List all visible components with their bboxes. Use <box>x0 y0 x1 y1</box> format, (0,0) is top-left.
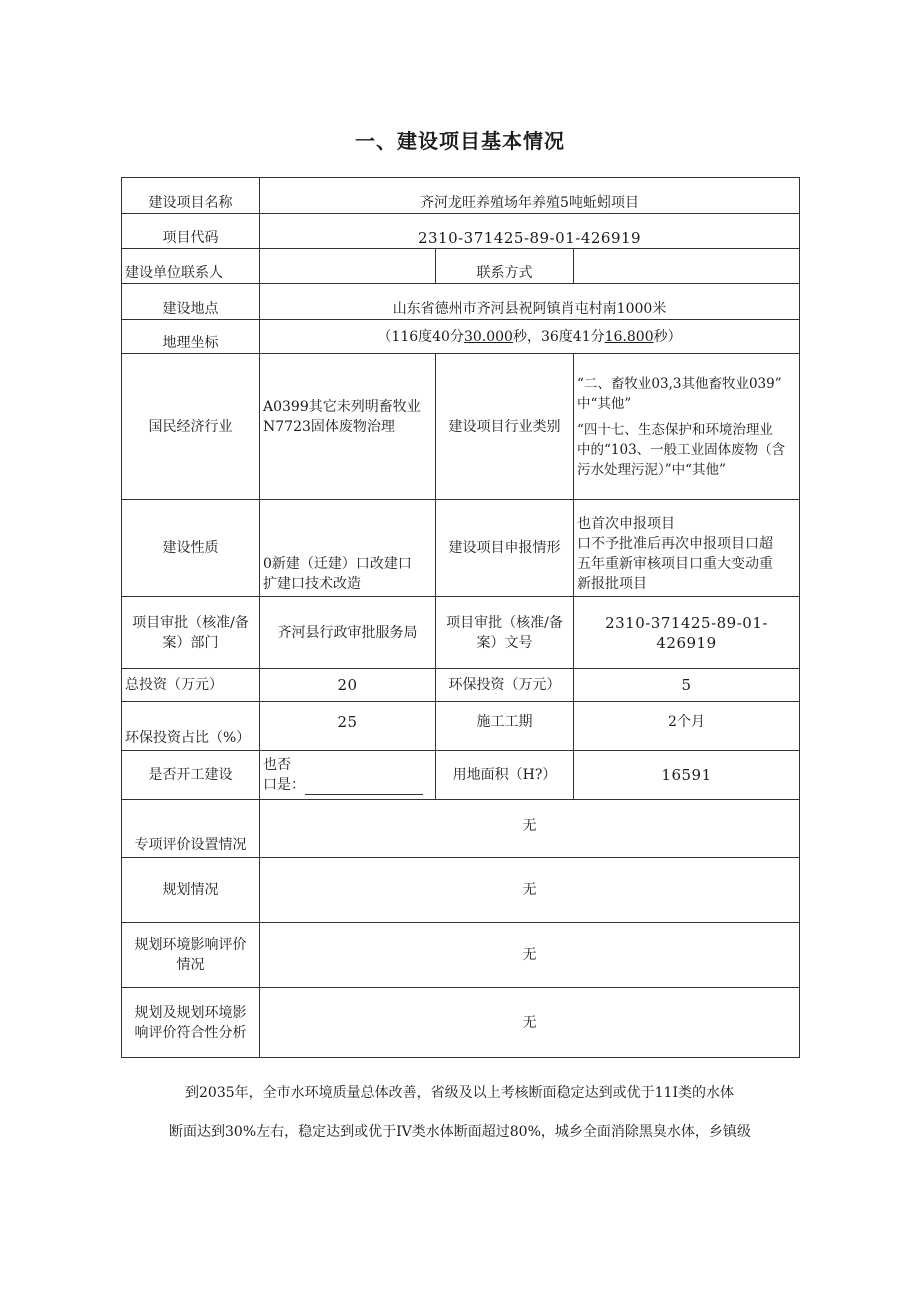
dept-value: 齐河县行政审批服务局 <box>260 597 436 669</box>
nature-value <box>260 500 436 597</box>
ratio-label: 环保投资占比（%） <box>122 702 260 751</box>
apply-value-1: 也首次申报项目 <box>577 516 675 532</box>
site-label: 建设地点 <box>122 284 260 320</box>
row-investment <box>122 669 800 702</box>
started-date-blank <box>305 780 423 795</box>
dept-label <box>122 597 260 669</box>
plan-env-label-1: 规划环境影响评价 <box>134 937 247 953</box>
plan-env-label-2: 情况 <box>176 957 205 973</box>
row-geo <box>122 320 800 354</box>
row-industry <box>122 354 800 500</box>
site-value: 山东省德州市齐河县祝阿镇肖屯村南1000米 <box>260 284 800 320</box>
plan-conf-label-1: 规划及规划环境影 <box>134 1004 247 1021</box>
plan-value: 无 <box>260 858 800 923</box>
row-nature <box>122 500 800 597</box>
industry-label: 国民经济行业 <box>122 354 260 500</box>
period-value: 2个月 <box>574 702 800 751</box>
geo-sec2: 16.800 <box>604 328 654 345</box>
row-approval <box>122 597 800 669</box>
contact-way-value <box>574 249 800 284</box>
category-value-3: “四十七、生态保护和环境治理业 <box>577 421 773 438</box>
env-invest-label: 环保投资（万元） <box>436 669 574 702</box>
docno-label-1: 项目审批（核准/备 <box>446 614 563 631</box>
category-value-1: “二、畜牧业03,3其他畜牧业039” <box>577 375 782 392</box>
row-project-code <box>122 214 800 249</box>
dept-label-1: 项目审批（核准/备 <box>132 614 249 631</box>
apply-value-4: 新报批项目 <box>577 576 647 592</box>
row-ratio <box>122 702 800 751</box>
plan-conf-value: 无 <box>260 988 800 1058</box>
project-name-value: 齐河龙旺养殖场年养殖5吨蚯蚓项目 <box>260 178 800 214</box>
row-contact <box>122 249 800 284</box>
paragraph-line-1: 到2035年，全市水环境质量总体改善，省级及以上考核断面稳定达到或优于11I类的水体 <box>185 1085 734 1101</box>
page-title: 一、建设项目基本情况 <box>355 129 565 153</box>
plan-env-label <box>122 923 260 988</box>
apply-value-2: 口不予批准后再次申报项目口超 <box>577 536 773 552</box>
started-value-1: 也否 <box>263 757 291 773</box>
env-invest-value: 5 <box>574 669 800 702</box>
docno-label-2: 案）文号 <box>476 634 533 651</box>
row-special <box>122 800 800 858</box>
geo-suffix: 秒） <box>653 328 682 345</box>
apply-value <box>574 500 800 597</box>
period-label: 施工工期 <box>436 702 574 751</box>
started-label: 是否开工建设 <box>122 751 260 800</box>
contact-way-label: 联系方式 <box>436 249 574 284</box>
dept-label-2: 案）部门 <box>162 634 219 651</box>
project-code-label: 项目代码 <box>122 214 260 249</box>
invest-value: 20 <box>260 669 436 702</box>
contact-person-value <box>260 249 436 284</box>
ratio-value: 25 <box>260 702 436 751</box>
row-plan-env <box>122 923 800 988</box>
special-label: 专项评价设置情况 <box>122 800 260 858</box>
row-started <box>122 751 800 800</box>
started-value <box>260 751 436 800</box>
area-value: 16591 <box>574 751 800 800</box>
invest-label: 总投资（万元） <box>122 669 260 702</box>
geo-label: 地理坐标 <box>122 320 260 354</box>
nature-label: 建设性质 <box>122 500 260 597</box>
geo-prefix: （116度40分 <box>377 328 464 345</box>
contact-person-label: 建设单位联系人 <box>122 249 260 284</box>
category-value <box>574 354 800 500</box>
started-value-2: 口是： <box>263 777 305 793</box>
nature-value-1: 0新建（迁建）口改建口 <box>263 556 412 572</box>
category-label: 建设项目行业类别 <box>436 354 574 500</box>
category-value-4: 中的“103、一般工业固体废物（含 <box>577 441 786 458</box>
geo-sec1: 30.000 <box>463 328 513 345</box>
apply-label: 建设项目申报情形 <box>436 500 574 597</box>
row-project-name <box>122 178 800 214</box>
project-info-table <box>121 177 800 1058</box>
plan-label: 规划情况 <box>122 858 260 923</box>
category-value-5: 污水处理污泥）”中“其他” <box>577 461 726 478</box>
plan-conf-label <box>122 988 260 1058</box>
special-value: 无 <box>260 800 800 858</box>
industry-value-1: A0399其它未列明畜牧业 <box>263 398 421 415</box>
row-site <box>122 284 800 320</box>
plan-conf-label-2: 响评价符合性分析 <box>134 1024 247 1041</box>
geo-value <box>260 320 800 354</box>
row-plan <box>122 858 800 923</box>
row-plan-conformity <box>122 988 800 1058</box>
geo-mid: 秒，36度41分 <box>512 328 605 345</box>
area-label: 用地面积（H?） <box>436 751 574 800</box>
plan-env-value: 无 <box>260 923 800 988</box>
apply-value-3: 五年重新审核项目口重大变动重 <box>577 556 773 572</box>
project-name-label: 建设项目名称 <box>122 178 260 214</box>
industry-value <box>260 354 436 500</box>
category-value-2: 中“其他” <box>577 395 632 412</box>
project-code-value: 2310-371425-89-01-426919 <box>260 214 800 249</box>
industry-value-2: N7723固体废物治理 <box>263 418 395 435</box>
docno-value: 2310-371425-89-01-426919 <box>574 597 800 669</box>
nature-value-2: 扩建口技术改造 <box>263 576 361 592</box>
paragraph-line-2: 断面达到30%左右，稳定达到或优于IV类水体断面超过80%，城乡全面消除黑臭水体，乡镇级 <box>169 1124 751 1140</box>
docno-label <box>436 597 574 669</box>
